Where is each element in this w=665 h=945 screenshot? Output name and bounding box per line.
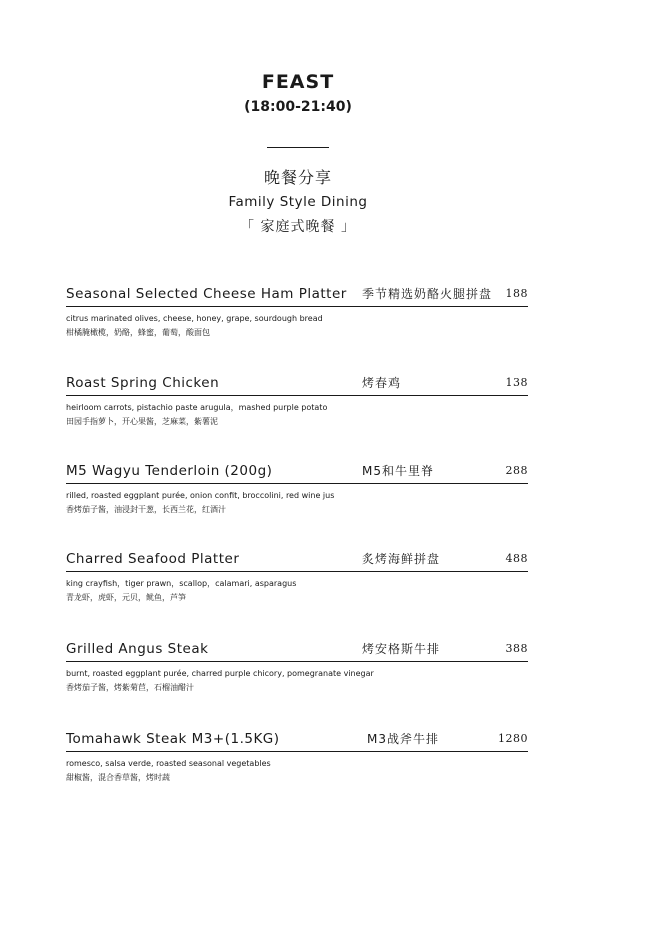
dish-description: burnt, roasted eggplant purée, charred purple chicory, pomegranate vinegar [66, 669, 374, 678]
dish-price: 488 [505, 552, 528, 565]
dish-description: citrus marinated olives, cheese, honey, grape, sourdough bread [66, 314, 323, 323]
dish-description: heirloom carrots, pistachio paste arugula，mashed purple potato [66, 403, 328, 412]
dish-description-cn: 青龙虾，虎虾，元贝，鱿鱼，芦笋 [66, 593, 186, 602]
dish-name: Tomahawk Steak M3+(1.5KG) [66, 731, 280, 747]
menu-item-row [66, 638, 528, 660]
dish-description-cn: 香烤茄子酱，烤紫菊苣，石榴油醋汁 [66, 683, 194, 692]
menu-item [66, 372, 528, 429]
dish-description-cn: 田园手指萝卜，开心果酱，芝麻菜，紫薯泥 [66, 417, 218, 426]
menu-item [66, 638, 528, 695]
dish-name: M5 Wagyu Tenderloin (200g) [66, 463, 273, 479]
menu-item [66, 728, 528, 785]
chinese-subtitle: 「 家庭式晚餐 」 [240, 219, 356, 235]
item-divider [66, 661, 528, 662]
dish-name-cn: 炙烤海鲜拼盘 [362, 552, 441, 566]
dish-name: Seasonal Selected Cheese Ham Platter [66, 286, 347, 302]
header-divider [267, 147, 329, 148]
dish-description-cn: 甜椒酱，混合香草酱，烤时蔬 [66, 773, 170, 782]
english-subtitle: Family Style Dining [228, 194, 368, 210]
dish-name-cn: 烤春鸡 [362, 376, 402, 390]
menu-header [0, 70, 596, 238]
item-divider [66, 395, 528, 396]
dish-price: 1280 [498, 732, 528, 745]
dish-name: Roast Spring Chicken [66, 375, 220, 391]
menu-item-row [66, 728, 528, 750]
dish-name: Charred Seafood Platter [66, 551, 240, 567]
menu-item [66, 283, 528, 340]
item-divider [66, 571, 528, 572]
dish-description-cn: 柑橘腌橄榄，奶酪，蜂蜜，葡萄，酸面包 [66, 328, 210, 337]
chinese-title: 晚餐分享 [263, 168, 332, 187]
menu-item-row [66, 548, 528, 570]
dish-description-cn: 香烤茄子酱，油浸封干葱，长西兰花，红酒汁 [66, 505, 226, 514]
dish-price: 138 [505, 376, 528, 389]
item-divider [66, 751, 528, 752]
dish-description: romesco, salsa verde, roasted seasonal vegetables [66, 759, 271, 768]
menu-item-row [66, 460, 528, 482]
menu-title: FEAST [261, 71, 335, 93]
dish-description: king crayfish，tiger prawn，scallop，calamari, asparagus [66, 579, 297, 588]
dish-name-cn: M3战斧牛排 [367, 732, 439, 746]
menu-item [66, 460, 528, 517]
dish-price: 188 [505, 287, 528, 300]
dish-name: Grilled Angus Steak [66, 641, 209, 657]
menu-item-row [66, 372, 528, 394]
service-hours: (18:00-21:40) [244, 99, 352, 115]
dish-name-cn: 烤安格斯牛排 [362, 642, 441, 656]
dish-name-cn: 季节精选奶酪火腿拼盘 [362, 287, 493, 301]
dish-price: 288 [505, 464, 528, 477]
item-divider [66, 483, 528, 484]
dish-price: 388 [505, 642, 528, 655]
item-divider [66, 306, 528, 307]
dish-name-cn: M5和牛里脊 [362, 464, 434, 478]
dish-description: rilled, roasted eggplant purée, onion confit, broccolini, red wine jus [66, 491, 335, 500]
menu-item-row [66, 283, 528, 305]
menu-item [66, 548, 528, 605]
